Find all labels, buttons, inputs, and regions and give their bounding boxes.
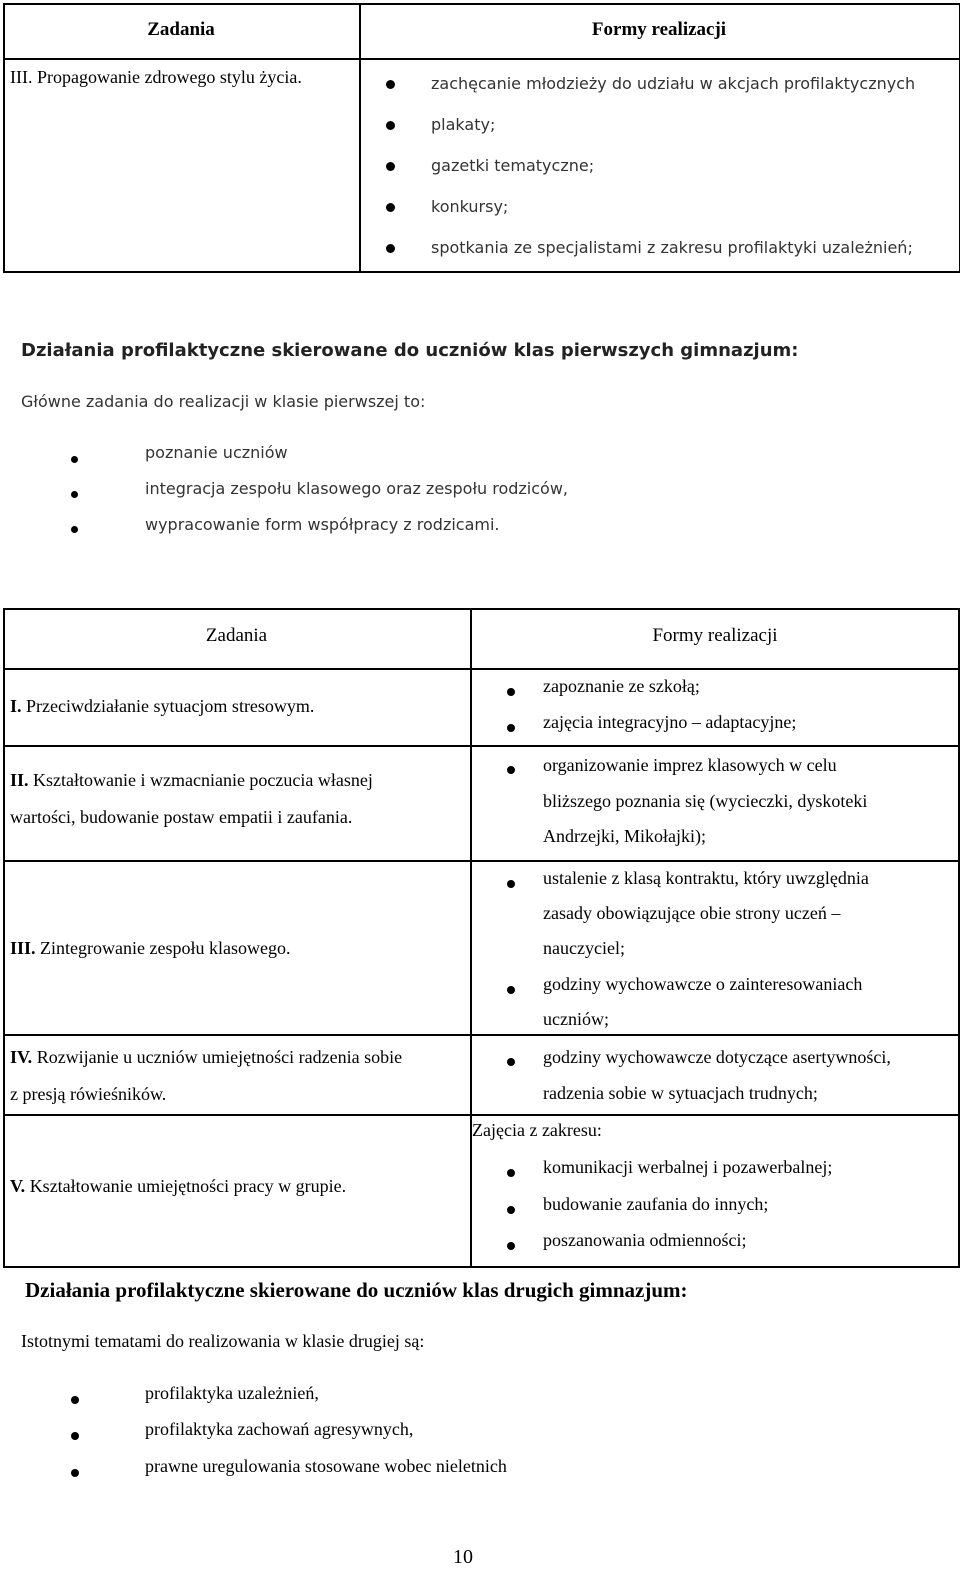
bullet-icon	[71, 526, 78, 533]
form-item: budowanie zaufania do innych;	[543, 1194, 769, 1214]
form-item: ustalenie z klasą kontraktu, który uwzględnia	[543, 868, 869, 888]
bullet-icon	[386, 121, 395, 130]
task-cell	[10, 938, 290, 959]
list-item: wypracowanie form współpracy z rodzicami.	[145, 515, 500, 534]
task-text: wartości, budowanie postaw empatii i zaufania.	[10, 807, 353, 827]
task-number: II.	[10, 770, 29, 790]
form-item: nauczyciel;	[543, 938, 625, 958]
bullet-icon	[71, 456, 78, 463]
bullet-icon	[507, 1206, 515, 1214]
bullet-icon	[507, 724, 515, 732]
form-item: radzenia sobie w sytuacjach trudnych;	[543, 1083, 818, 1103]
bullet-icon	[507, 880, 515, 888]
task-text: z presją rówieśników.	[10, 1084, 167, 1104]
task-number: IV.	[10, 1047, 33, 1067]
section-2-intro: Istotnymi tematami do realizowania w klasie drugiej są:	[21, 1331, 425, 1351]
bullet-icon	[386, 244, 395, 253]
section-1-intro: Główne zadania do realizacji w klasie pierwszej to:	[21, 392, 426, 411]
bullet-icon	[507, 1242, 515, 1250]
task-cell	[10, 1176, 346, 1197]
bullet-icon	[71, 491, 78, 498]
list-item: integracja zespołu klasowego oraz zespołu rodziców,	[145, 479, 568, 498]
table-1-header-tasks: Zadania	[147, 19, 215, 40]
form-item: bliższego poznania się (wycieczki, dyskoteki	[543, 791, 868, 811]
bullet-icon	[507, 688, 515, 696]
task-text: Zintegrowanie zespołu klasowego.	[40, 938, 291, 958]
list-item: profilaktyka zachowań agresywnych,	[145, 1419, 414, 1439]
bullet-icon	[386, 203, 395, 212]
list-item: profilaktyka uzależnień,	[145, 1383, 319, 1403]
form-item: Andrzejki, Mikołajki);	[543, 826, 706, 846]
bullet-icon	[71, 1432, 79, 1440]
bullet-icon	[386, 162, 395, 171]
task-text: Kształtowanie i wzmacnianie poczucia własnej	[33, 770, 373, 790]
list-item: zachęcanie młodzieży do udziału w akcjach profilaktycznych	[431, 74, 916, 93]
form-item: godziny wychowawcze o zainteresowaniach	[543, 974, 863, 994]
list-item: prawne uregulowania stosowane wobec nieletnich	[145, 1456, 507, 1476]
list-item: konkursy;	[431, 197, 509, 216]
task-text: Rozwijanie u uczniów umiejętności radzenia sobie	[36, 1047, 403, 1067]
bullet-icon	[71, 1396, 79, 1404]
task-cell	[10, 1047, 402, 1068]
form-item: komunikacji werbalnej i pozawerbalnej;	[543, 1157, 833, 1177]
list-item: poznanie uczniów	[145, 443, 288, 462]
task-number: III.	[10, 938, 36, 958]
table-2-header-tasks: Zadania	[205, 625, 268, 646]
task-number: I.	[10, 696, 22, 716]
form-item: uczniów;	[543, 1009, 609, 1029]
form-item: poszanowania odmienności;	[543, 1230, 747, 1250]
bullet-icon	[507, 986, 515, 994]
task-cell	[10, 696, 314, 717]
bullet-icon	[507, 1058, 515, 1066]
table-1-task: III. Propagowanie zdrowego stylu życia.	[10, 67, 302, 87]
page-number: 10	[453, 1546, 473, 1568]
task-text: Przeciwdziałanie sytuacjom stresowym.	[26, 696, 315, 716]
task-text: Kształtowanie umiejętności pracy w grupie.	[29, 1176, 347, 1196]
section-1-heading: Działania profilaktyczne skierowane do uczniów klas pierwszych gimnazjum:	[21, 340, 799, 361]
section-2-heading: Działania profilaktyczne skierowane do uczniów klas drugich gimnazjum:	[25, 1278, 688, 1302]
list-item: spotkania ze specjalistami z zakresu profilaktyki uzależnień;	[431, 238, 913, 257]
form-item: zapoznanie ze szkołą;	[543, 676, 700, 696]
form-item: godziny wychowawcze dotyczące asertywności,	[543, 1047, 891, 1067]
forms-intro: Zajęcia z zakresu:	[472, 1120, 602, 1140]
table-1	[3, 3, 960, 271]
bullet-icon	[507, 766, 515, 774]
bullet-icon	[507, 1169, 515, 1177]
form-item: zajęcia integracyjno – adaptacyjne;	[543, 712, 797, 732]
form-item: zasady obowiązujące obie strony uczeń –	[543, 903, 841, 923]
table-1-header-forms: Formy realizacji	[591, 19, 727, 40]
table-2	[3, 608, 960, 1266]
task-cell	[10, 770, 373, 791]
form-item: organizowanie imprez klasowych w celu	[543, 755, 837, 775]
list-item: plakaty;	[431, 115, 496, 134]
bullet-icon	[386, 80, 395, 89]
bullet-icon	[71, 1469, 79, 1477]
table-2-header-forms: Formy realizacji	[652, 625, 778, 646]
list-item: gazetki tematyczne;	[431, 156, 595, 175]
task-number: V.	[10, 1176, 26, 1196]
